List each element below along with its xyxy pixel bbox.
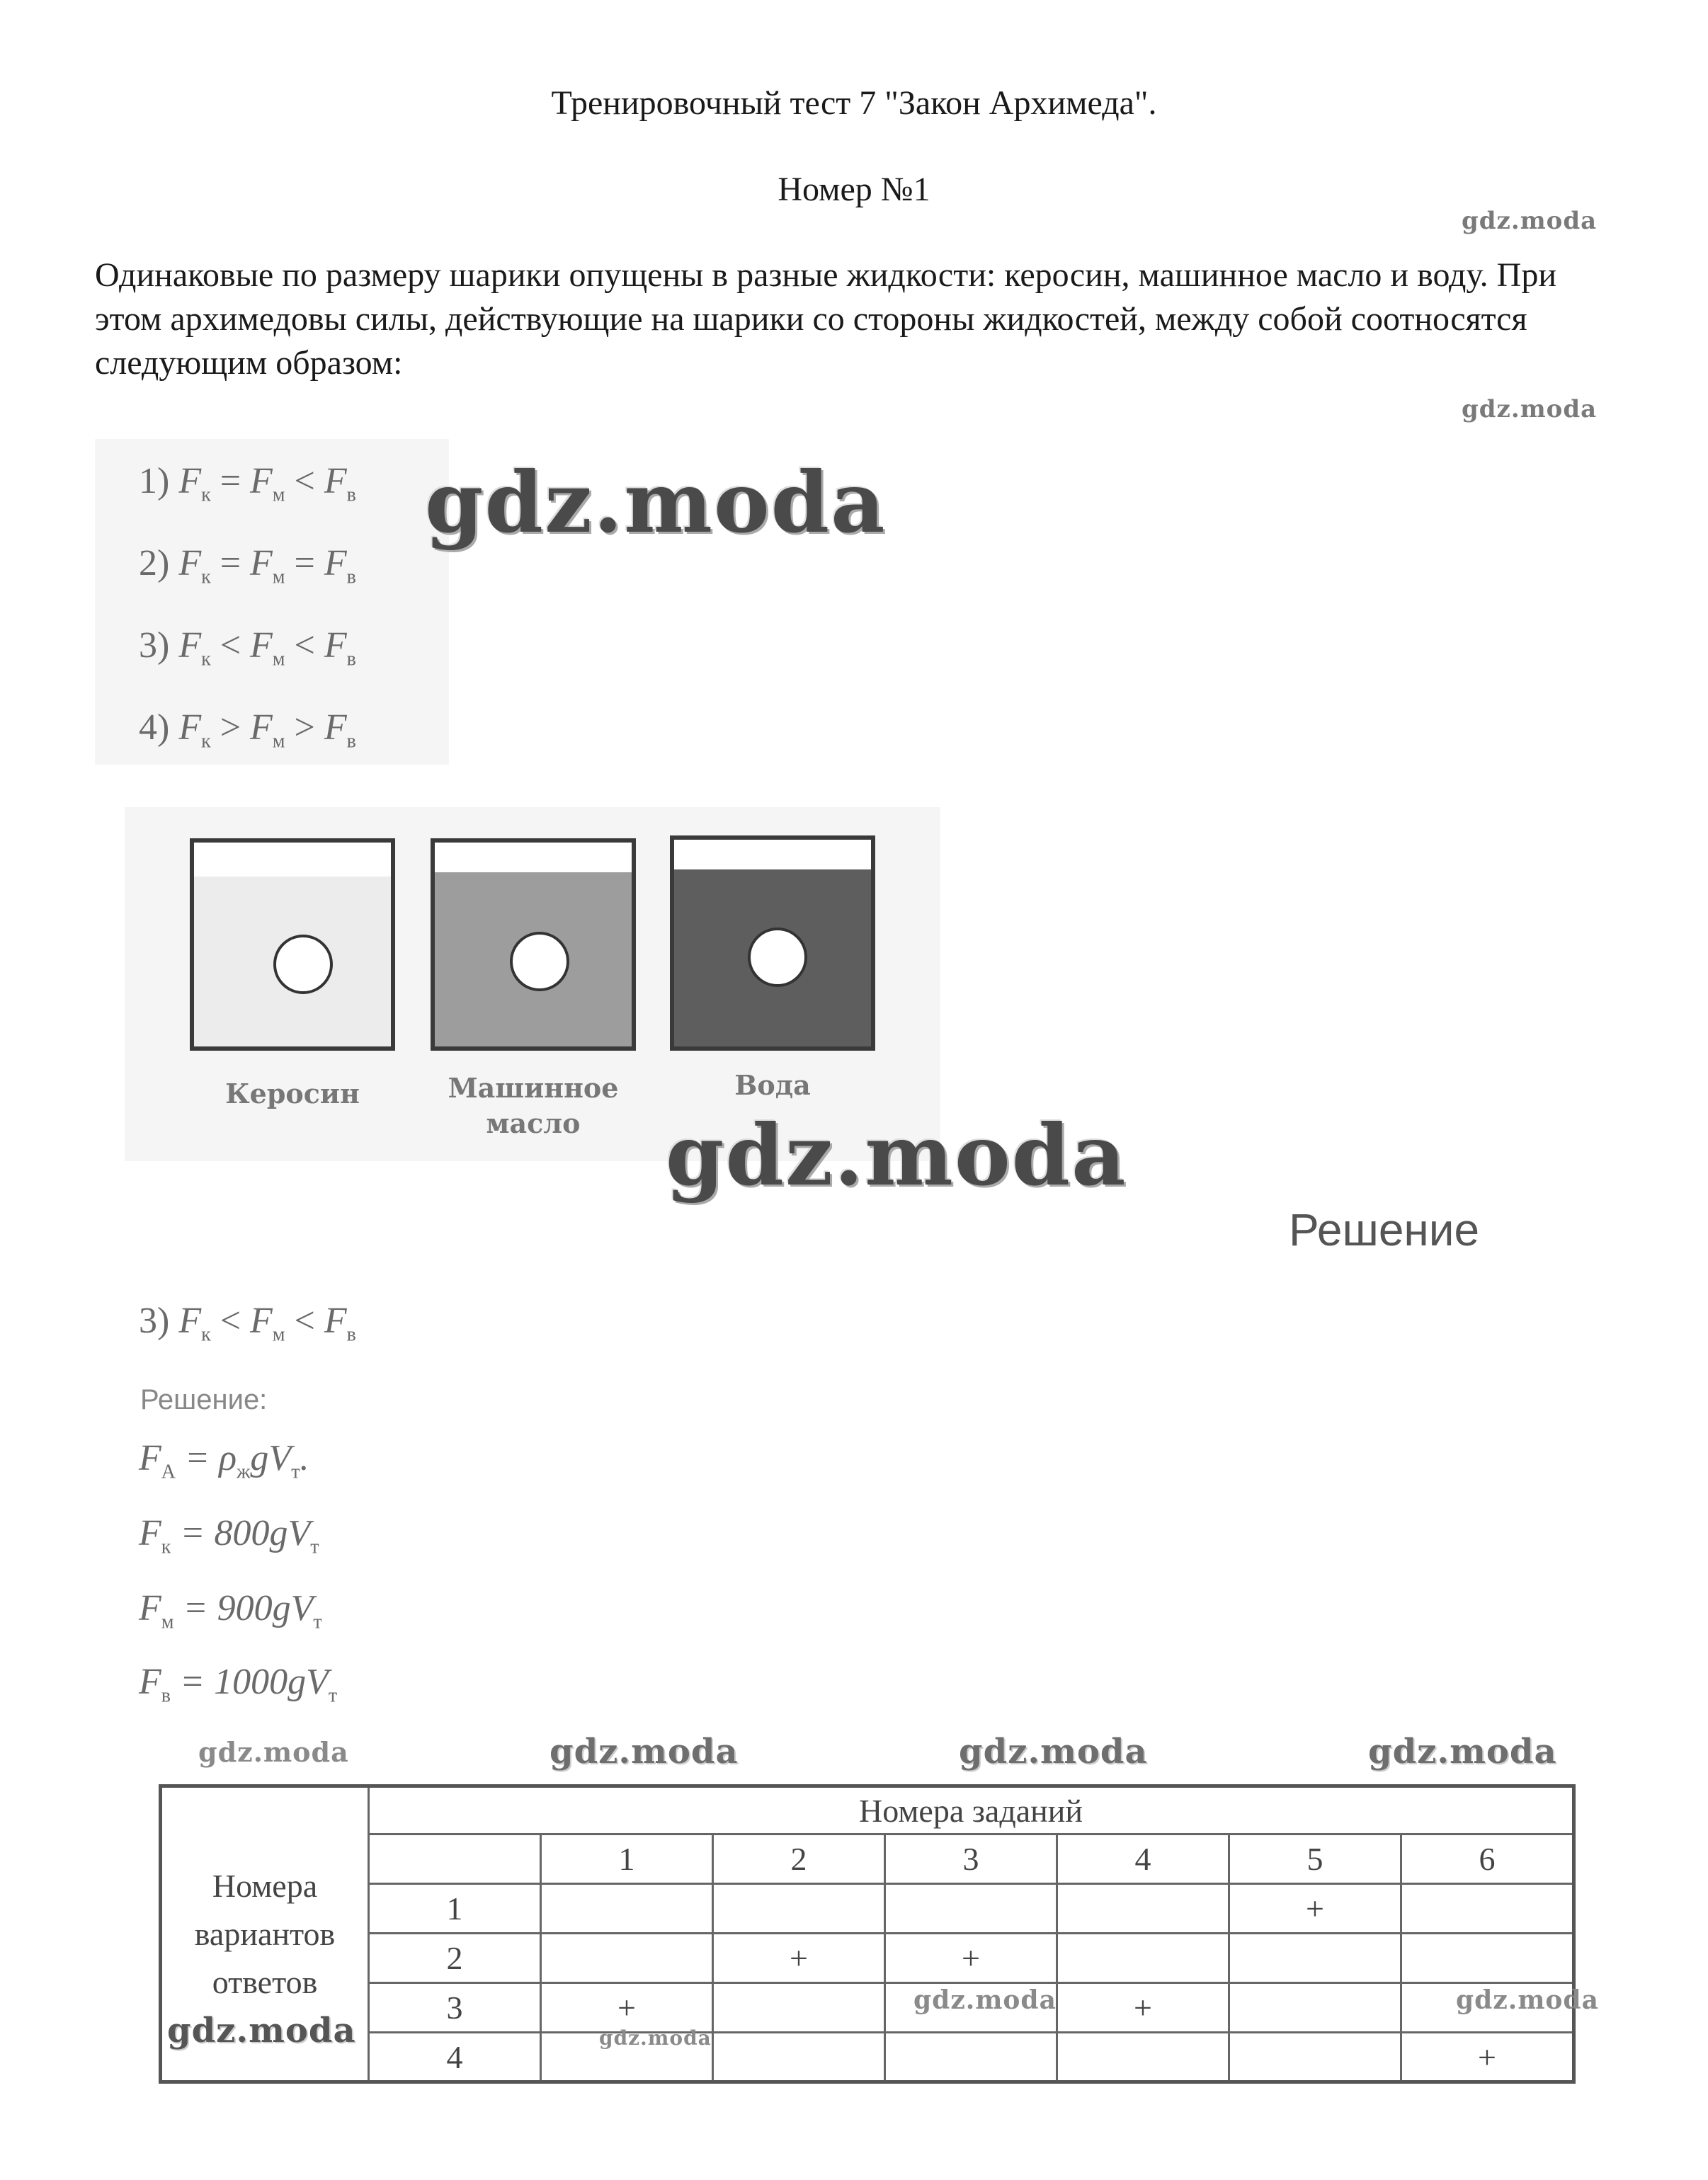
formula-lhs: F — [139, 1513, 161, 1553]
answer — [139, 1300, 356, 1346]
force-symbol: F — [324, 543, 347, 583]
solution-label: Решение: — [140, 1384, 268, 1415]
answer-number: 3) — [139, 1301, 170, 1341]
problem-text: Одинаковые по размеру шарики опущены в разные жидкости: керосин, машинное масло и воду. При этом архимедовы силы, действующие на шарики со стороны жидкостей, между собой соотносятся следующим образом: — [95, 256, 1557, 382]
table-cell: + — [1057, 1983, 1229, 2033]
task-number: 5 — [1229, 1834, 1401, 1884]
operator: < — [220, 625, 241, 666]
force-subscript: м — [272, 1323, 285, 1346]
task-number: 1 — [541, 1834, 713, 1884]
operator: < — [294, 461, 315, 501]
table-cell — [1057, 1884, 1229, 1934]
force-symbol: F — [250, 1301, 273, 1341]
formula-rhs: = 800gV — [180, 1513, 311, 1553]
table-cell — [1229, 1934, 1401, 1983]
formula-oil — [139, 1587, 322, 1633]
task-number: 4 — [1057, 1834, 1229, 1884]
formula-rhs: = 900gV — [183, 1588, 314, 1628]
label-oil-line1: Машинное — [448, 1072, 619, 1104]
table-cell — [541, 1934, 713, 1983]
formula-lhs-sub: А — [161, 1461, 176, 1483]
table-cell — [885, 2033, 1057, 2082]
formula-archimedes — [139, 1437, 309, 1483]
force-subscript: к — [201, 566, 211, 588]
force-symbol: F — [178, 707, 202, 748]
force-subscript: в — [346, 484, 356, 506]
operator: = — [294, 543, 315, 583]
force-symbol: F — [324, 1301, 347, 1341]
operator: > — [220, 707, 241, 748]
option-number: 3) — [139, 625, 170, 666]
force-symbol: F — [324, 461, 347, 501]
watermark-large: gdz.moda — [425, 453, 887, 552]
option-4 — [139, 707, 356, 789]
watermark: gdz.moda — [1462, 395, 1598, 423]
ball — [748, 928, 807, 987]
row-header-line: Номера — [212, 1867, 318, 1904]
solution-heading: Решение — [1289, 1204, 1480, 1255]
watermark: gdz.moda — [1368, 1732, 1557, 1771]
formula-rhs-sub: ж — [237, 1461, 251, 1483]
table-cell — [1401, 1884, 1574, 1934]
beaker-kerosene — [190, 838, 395, 1051]
force-symbol: F — [178, 461, 202, 501]
table-cell — [1057, 1934, 1229, 1983]
formula-rhs: = 1000gV — [180, 1662, 329, 1702]
watermark: gdz.moda — [550, 1732, 739, 1771]
formula-lhs: F — [139, 1662, 161, 1702]
operator: < — [294, 625, 315, 666]
watermark: gdz.moda — [1456, 1985, 1599, 2015]
option-1 — [139, 460, 356, 542]
force-subscript: к — [201, 648, 211, 670]
watermark-large: gdz.moda — [666, 1106, 1127, 1204]
task-number: 6 — [1401, 1834, 1574, 1884]
options-list — [139, 460, 356, 789]
option-2 — [139, 542, 356, 624]
option-number: 2) — [139, 543, 170, 583]
formula-kerosene — [139, 1512, 319, 1558]
force-symbol: F — [324, 625, 347, 666]
formula-rhs-sub2: т — [291, 1461, 300, 1483]
formula-lhs: F — [139, 1588, 161, 1628]
option-3 — [139, 624, 356, 707]
corner-cell — [369, 1834, 541, 1884]
force-subscript: к — [201, 730, 211, 753]
row-header-line: вариантов — [194, 1915, 336, 1952]
table-cell — [713, 2033, 885, 2082]
force-symbol: F — [178, 543, 202, 583]
force-subscript: м — [272, 648, 285, 670]
variant-number: 3 — [369, 1983, 541, 2033]
label-kerosene: Керосин — [225, 1078, 360, 1109]
label-oil-line2: масло — [486, 1107, 581, 1139]
force-subscript: в — [346, 648, 356, 670]
table-cell — [1229, 2033, 1401, 2082]
ball — [510, 932, 569, 991]
force-symbol: F — [178, 625, 202, 666]
variant-number: 4 — [369, 2033, 541, 2082]
force-subscript: в — [346, 730, 356, 753]
formula-rhs-sub: т — [310, 1536, 319, 1558]
formula-rhs: = ρ — [185, 1438, 237, 1478]
task-number: 2 — [713, 1834, 885, 1884]
table-cell — [713, 1884, 885, 1934]
page-title: Тренировочный тест 7 "Закон Архимеда". — [551, 84, 1157, 122]
operator: = — [220, 461, 241, 501]
operator: < — [220, 1301, 241, 1341]
operator: < — [294, 1301, 315, 1341]
force-symbol: F — [178, 1301, 202, 1341]
formula-lhs-sub: к — [161, 1536, 171, 1558]
formula-rhs-sub: т — [313, 1611, 322, 1633]
formula-tail: . — [300, 1438, 309, 1478]
table-cell — [1057, 2033, 1229, 2082]
ball — [273, 935, 333, 994]
force-symbol: F — [250, 707, 273, 748]
beaker-water — [670, 835, 875, 1051]
force-subscript: к — [201, 484, 211, 506]
table-cell: + — [713, 1934, 885, 1983]
force-subscript: м — [272, 566, 285, 588]
formula-rhs-post: gV — [250, 1438, 292, 1478]
problem-number: Номер №1 — [778, 171, 930, 208]
variant-number: 2 — [369, 1934, 541, 1983]
formula-rhs-sub: т — [328, 1684, 338, 1707]
force-symbol: F — [250, 461, 273, 501]
option-number: 1) — [139, 461, 170, 501]
beaker-oil — [431, 838, 636, 1051]
watermark: gdz.moda — [1462, 207, 1598, 235]
variant-number: 1 — [369, 1884, 541, 1934]
table-cell — [1401, 1934, 1574, 1983]
formula-lhs-sub: в — [161, 1684, 171, 1707]
watermark: gdz.moda — [198, 1736, 349, 1768]
force-subscript: в — [346, 566, 356, 588]
watermark: gdz.moda — [599, 2026, 712, 2050]
watermark: gdz.moda — [959, 1732, 1148, 1771]
force-symbol: F — [250, 625, 273, 666]
table-cell — [541, 1884, 713, 1934]
option-number: 4) — [139, 707, 170, 748]
table-cell — [885, 1884, 1057, 1934]
table-cell: + — [541, 1983, 713, 2033]
table-cell: + — [885, 1934, 1057, 1983]
table-cell — [713, 1983, 885, 2033]
operator: = — [220, 543, 241, 583]
formula-lhs: F — [139, 1438, 161, 1478]
col-header: Номера заданий — [369, 1786, 1574, 1834]
force-subscript: в — [346, 1323, 356, 1346]
force-subscript: м — [272, 730, 285, 753]
answer-table — [159, 1784, 1576, 2084]
watermark: gdz.moda — [913, 1985, 1057, 2015]
force-symbol: F — [250, 543, 273, 583]
force-subscript: к — [201, 1323, 211, 1346]
table-cell: + — [1401, 2033, 1574, 2082]
operator: > — [294, 707, 315, 748]
force-subscript: м — [272, 484, 285, 506]
watermark: gdz.moda — [167, 2011, 356, 2050]
task-number: 3 — [885, 1834, 1057, 1884]
label-water: Вода — [734, 1069, 811, 1101]
row-header-line: ответов — [212, 1963, 318, 2000]
formula-lhs-sub: м — [161, 1611, 174, 1633]
formula-water — [139, 1661, 337, 1707]
table-cell: + — [1229, 1884, 1401, 1934]
table-cell — [1229, 1983, 1401, 2033]
force-symbol: F — [324, 707, 347, 748]
